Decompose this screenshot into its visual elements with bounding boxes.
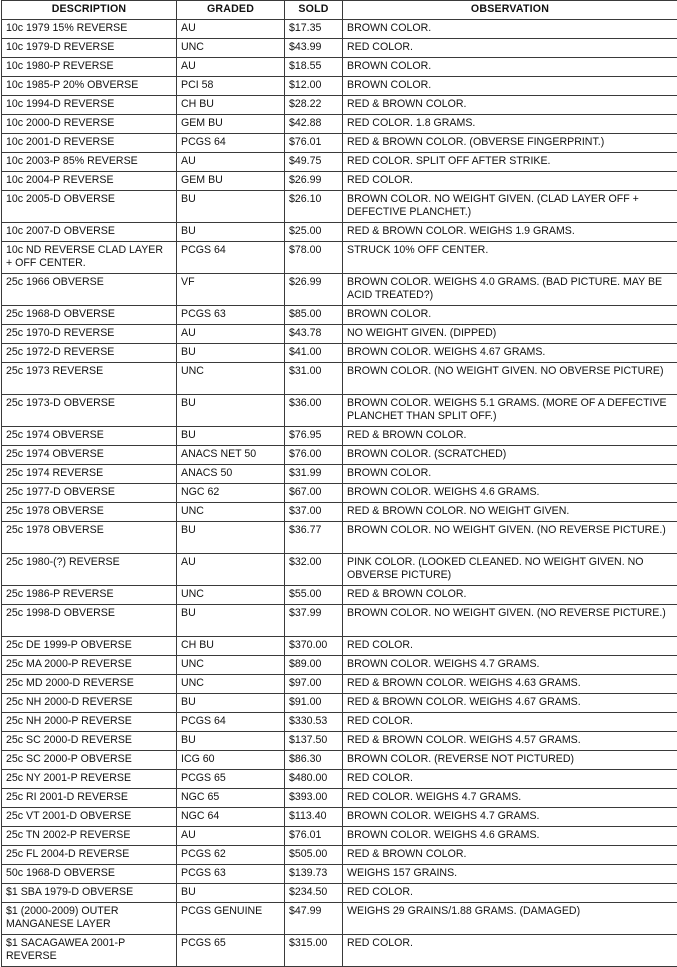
table-row [2,395,677,427]
cell-description: 25c VT 2001-D OBVERSE [2,808,177,827]
cell-description: $1 SACAGAWEA 2001-P REVERSE [2,935,177,967]
cell-sold: $28.22 [285,96,343,115]
cell-graded: BU [177,732,285,751]
table-row [2,96,677,115]
table-row [2,58,677,77]
cell-description: 25c MD 2000-D REVERSE [2,675,177,694]
table-body [2,20,677,967]
cell-description: 25c 1973 REVERSE [2,363,177,395]
cell-description: 25c 1978 OBVERSE [2,503,177,522]
cell-observation: RED & BROWN COLOR. WEIGHS 1.9 GRAMS. [343,223,677,242]
cell-sold: $234.50 [285,884,343,903]
coin-sales-table [1,0,677,967]
cell-description: 10c 1985-P 20% OBVERSE [2,77,177,96]
cell-observation: BROWN COLOR. [343,77,677,96]
cell-sold: $49.75 [285,153,343,172]
cell-sold: $31.99 [285,465,343,484]
header-description: DESCRIPTION [2,1,177,20]
cell-observation: BROWN COLOR. (REVERSE NOT PICTURED) [343,751,677,770]
cell-sold: $18.55 [285,58,343,77]
cell-sold: $31.00 [285,363,343,395]
cell-graded: NGC 64 [177,808,285,827]
table-row [2,732,677,751]
cell-sold: $89.00 [285,656,343,675]
cell-graded: PCGS 64 [177,713,285,732]
table-row [2,20,677,39]
cell-graded: GEM BU [177,115,285,134]
cell-graded: AU [177,58,285,77]
cell-graded: BU [177,191,285,223]
cell-observation: WEIGHS 157 GRAINS. [343,865,677,884]
cell-sold: $97.00 [285,675,343,694]
cell-description: 10c 2000-D REVERSE [2,115,177,134]
table-row [2,465,677,484]
cell-graded: UNC [177,675,285,694]
cell-description: 25c 1972-D REVERSE [2,344,177,363]
cell-observation: RED COLOR. [343,884,677,903]
cell-graded: PCI 58 [177,77,285,96]
cell-graded: BU [177,395,285,427]
cell-description: 25c 1974 OBVERSE [2,427,177,446]
cell-sold: $26.99 [285,274,343,306]
cell-graded: PCGS 64 [177,134,285,153]
table-row [2,770,677,789]
cell-observation: RED COLOR. [343,713,677,732]
cell-sold: $480.00 [285,770,343,789]
cell-graded: UNC [177,656,285,675]
cell-sold: $91.00 [285,694,343,713]
header-graded: GRADED [177,1,285,20]
table-row [2,77,677,96]
cell-sold: $85.00 [285,306,343,325]
cell-observation: BROWN COLOR. NO WEIGHT GIVEN. (NO REVERSE PICTURE.) [343,605,677,637]
cell-sold: $86.30 [285,751,343,770]
table-row [2,153,677,172]
cell-sold: $43.78 [285,325,343,344]
cell-observation: RED & BROWN COLOR. [343,427,677,446]
cell-graded: PCGS 65 [177,935,285,967]
cell-observation: BROWN COLOR. NO WEIGHT GIVEN. (NO REVERSE PICTURE.) [343,522,677,554]
cell-sold: $32.00 [285,554,343,586]
table-row [2,363,677,395]
cell-observation: BROWN COLOR. (NO WEIGHT GIVEN. NO OBVERSE PICTURE) [343,363,677,395]
cell-sold: $43.99 [285,39,343,58]
cell-description: 10c 2004-P REVERSE [2,172,177,191]
table-row [2,242,677,274]
table-row [2,503,677,522]
cell-sold: $505.00 [285,846,343,865]
cell-graded: VF [177,274,285,306]
cell-graded: NGC 65 [177,789,285,808]
cell-observation: RED & BROWN COLOR. [343,846,677,865]
cell-description: 10c 2007-D OBVERSE [2,223,177,242]
cell-description: 25c FL 2004-D REVERSE [2,846,177,865]
cell-sold: $37.99 [285,605,343,637]
cell-sold: $78.00 [285,242,343,274]
table-row [2,344,677,363]
cell-description: 10c 1979 15% REVERSE [2,20,177,39]
cell-graded: CH BU [177,637,285,656]
cell-observation: BROWN COLOR. WEIGHS 5.1 GRAMS. (MORE OF A DEFECTIVE PLANCHET THAN SPLIT OFF.) [343,395,677,427]
cell-graded: PCGS 65 [177,770,285,789]
cell-sold: $393.00 [285,789,343,808]
cell-graded: PCGS GENUINE [177,903,285,935]
cell-graded: UNC [177,363,285,395]
table-row [2,903,677,935]
cell-graded: PCGS 63 [177,306,285,325]
cell-description: 25c NY 2001-P REVERSE [2,770,177,789]
table-row [2,554,677,586]
cell-graded: BU [177,344,285,363]
cell-description: 25c RI 2001-D REVERSE [2,789,177,808]
table-row [2,172,677,191]
cell-sold: $47.99 [285,903,343,935]
cell-description: 25c 1986-P REVERSE [2,586,177,605]
table-row [2,694,677,713]
cell-sold: $41.00 [285,344,343,363]
cell-graded: AU [177,554,285,586]
cell-description: 25c 1998-D OBVERSE [2,605,177,637]
cell-graded: UNC [177,586,285,605]
cell-observation: BROWN COLOR. WEIGHS 4.7 GRAMS. [343,808,677,827]
cell-graded: CH BU [177,96,285,115]
cell-observation: RED & BROWN COLOR. WEIGHS 4.57 GRAMS. [343,732,677,751]
cell-observation: BROWN COLOR. WEIGHS 4.67 GRAMS. [343,344,677,363]
cell-description: 25c SC 2000-P OBVERSE [2,751,177,770]
header-sold: SOLD [285,1,343,20]
cell-description: $1 (2000-2009) OUTER MANGANESE LAYER [2,903,177,935]
cell-graded: BU [177,884,285,903]
table-row [2,446,677,465]
cell-observation: PINK COLOR. (LOOKED CLEANED. NO WEIGHT GIVEN. NO OBVERSE PICTURE) [343,554,677,586]
cell-sold: $139.73 [285,865,343,884]
cell-description: 25c DE 1999-P OBVERSE [2,637,177,656]
cell-description: 10c 2003-P 85% REVERSE [2,153,177,172]
cell-description: 10c 2001-D REVERSE [2,134,177,153]
cell-sold: $36.00 [285,395,343,427]
cell-description: 25c 1977-D OBVERSE [2,484,177,503]
table-row [2,191,677,223]
cell-observation: RED COLOR. [343,637,677,656]
cell-sold: $137.50 [285,732,343,751]
table-row [2,39,677,58]
cell-description: 10c 1980-P REVERSE [2,58,177,77]
cell-observation: BROWN COLOR. WEIGHS 4.0 GRAMS. (BAD PICTURE. MAY BE ACID TREATED?) [343,274,677,306]
cell-sold: $315.00 [285,935,343,967]
cell-sold: $12.00 [285,77,343,96]
cell-graded: AU [177,827,285,846]
table-row [2,134,677,153]
cell-sold: $330.53 [285,713,343,732]
table-row [2,656,677,675]
table-row [2,522,677,554]
cell-description: 25c MA 2000-P REVERSE [2,656,177,675]
cell-sold: $42.88 [285,115,343,134]
table-row [2,865,677,884]
table-row [2,586,677,605]
cell-observation: BROWN COLOR. [343,20,677,39]
cell-sold: $76.00 [285,446,343,465]
cell-observation: RED & BROWN COLOR. [343,96,677,115]
table-row [2,675,677,694]
cell-observation: BROWN COLOR. WEIGHS 4.6 GRAMS. [343,827,677,846]
cell-sold: $76.95 [285,427,343,446]
cell-graded: BU [177,427,285,446]
cell-description: $1 SBA 1979-D OBVERSE [2,884,177,903]
cell-observation: BROWN COLOR. WEIGHS 4.6 GRAMS. [343,484,677,503]
cell-graded: NGC 62 [177,484,285,503]
cell-observation: BROWN COLOR. NO WEIGHT GIVEN. (CLAD LAYER OFF + DEFECTIVE PLANCHET.) [343,191,677,223]
cell-description: 10c 2005-D OBVERSE [2,191,177,223]
cell-description: 10c 1979-D REVERSE [2,39,177,58]
cell-sold: $36.77 [285,522,343,554]
header-observation: OBSERVATION [343,1,677,20]
cell-description: 25c TN 2002-P REVERSE [2,827,177,846]
cell-observation: BROWN COLOR. [343,58,677,77]
cell-graded: BU [177,694,285,713]
cell-sold: $26.99 [285,172,343,191]
cell-graded: PCGS 64 [177,242,285,274]
cell-sold: $113.40 [285,808,343,827]
cell-description: 25c SC 2000-D REVERSE [2,732,177,751]
cell-sold: $17.35 [285,20,343,39]
cell-observation: BROWN COLOR. [343,465,677,484]
cell-graded: BU [177,223,285,242]
table-row [2,751,677,770]
table-row [2,713,677,732]
cell-description: 25c 1968-D OBVERSE [2,306,177,325]
cell-sold: $67.00 [285,484,343,503]
cell-sold: $37.00 [285,503,343,522]
cell-observation: RED & BROWN COLOR. WEIGHS 4.63 GRAMS. [343,675,677,694]
cell-observation: STRUCK 10% OFF CENTER. [343,242,677,274]
cell-graded: PCGS 63 [177,865,285,884]
table-row [2,325,677,344]
cell-observation: RED COLOR. WEIGHS 4.7 GRAMS. [343,789,677,808]
table-row [2,637,677,656]
cell-description: 25c 1974 OBVERSE [2,446,177,465]
cell-sold: $370.00 [285,637,343,656]
cell-sold: $26.10 [285,191,343,223]
cell-description: 25c NH 2000-D REVERSE [2,694,177,713]
cell-observation: WEIGHS 29 GRAINS/1.88 GRAMS. (DAMAGED) [343,903,677,935]
cell-observation: NO WEIGHT GIVEN. (DIPPED) [343,325,677,344]
cell-graded: AU [177,153,285,172]
cell-observation: RED & BROWN COLOR. (OBVERSE FINGERPRINT.) [343,134,677,153]
cell-observation: RED COLOR. [343,172,677,191]
cell-sold: $55.00 [285,586,343,605]
cell-description: 25c 1974 REVERSE [2,465,177,484]
cell-observation: RED COLOR. SPLIT OFF AFTER STRIKE. [343,153,677,172]
table-row [2,115,677,134]
table-row [2,789,677,808]
cell-description: 10c ND REVERSE CLAD LAYER + OFF CENTER. [2,242,177,274]
cell-sold: $76.01 [285,134,343,153]
cell-graded: BU [177,522,285,554]
table-row [2,274,677,306]
cell-description: 25c 1970-D REVERSE [2,325,177,344]
table-row [2,884,677,903]
cell-observation: RED COLOR. [343,39,677,58]
cell-observation: RED & BROWN COLOR. [343,586,677,605]
cell-graded: BU [177,605,285,637]
cell-observation: RED COLOR. [343,935,677,967]
table-row [2,935,677,967]
cell-description: 25c NH 2000-P REVERSE [2,713,177,732]
cell-graded: UNC [177,503,285,522]
cell-description: 50c 1968-D OBVERSE [2,865,177,884]
cell-graded: GEM BU [177,172,285,191]
table-row [2,827,677,846]
cell-description: 25c 1966 OBVERSE [2,274,177,306]
cell-graded: ICG 60 [177,751,285,770]
table-row [2,306,677,325]
cell-observation: BROWN COLOR. [343,306,677,325]
table-row [2,484,677,503]
cell-graded: AU [177,325,285,344]
cell-description: 25c 1978 OBVERSE [2,522,177,554]
cell-graded: AU [177,20,285,39]
cell-description: 25c 1973-D OBVERSE [2,395,177,427]
cell-graded: PCGS 62 [177,846,285,865]
table-row [2,846,677,865]
header-row [2,1,677,20]
table-row [2,427,677,446]
cell-description: 10c 1994-D REVERSE [2,96,177,115]
cell-observation: RED & BROWN COLOR. NO WEIGHT GIVEN. [343,503,677,522]
cell-observation: BROWN COLOR. WEIGHS 4.7 GRAMS. [343,656,677,675]
cell-graded: ANACS 50 [177,465,285,484]
table-row [2,223,677,242]
table-row [2,605,677,637]
cell-graded: UNC [177,39,285,58]
cell-observation: RED COLOR. [343,770,677,789]
cell-observation: RED & BROWN COLOR. WEIGHS 4.67 GRAMS. [343,694,677,713]
table-header [2,1,677,20]
cell-description: 25c 1980-(?) REVERSE [2,554,177,586]
cell-observation: BROWN COLOR. (SCRATCHED) [343,446,677,465]
cell-graded: ANACS NET 50 [177,446,285,465]
cell-observation: RED COLOR. 1.8 GRAMS. [343,115,677,134]
cell-sold: $25.00 [285,223,343,242]
table-row [2,808,677,827]
cell-sold: $76.01 [285,827,343,846]
